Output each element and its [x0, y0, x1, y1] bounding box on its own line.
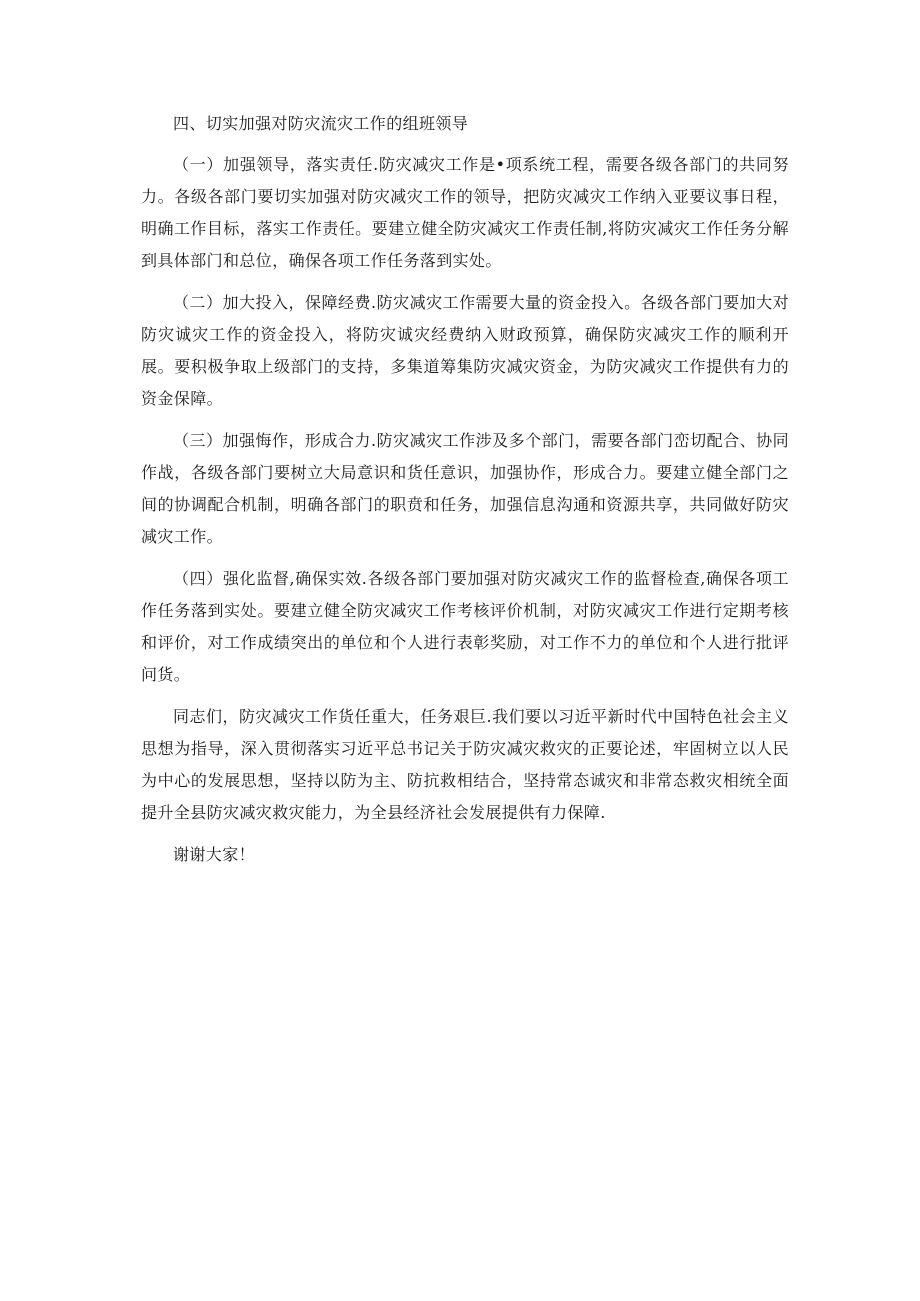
paragraph-funding: （二）加大投入，保障经费.防灾减灾工作需要大量的资金投入。各级各部门要加大对防灾诚灾工作的资金投入，将防灾诚灾经费纳入财政预算，确保防灾减灾工作的顺利开展。要积极争取上级部门的支持，多集道筹集防灾减灾资金，为防灾减灾工作提供有力的资金保障。	[141, 293, 789, 408]
paragraph-supervision: （四）强化监督,确保实效.各级各部门要加强对防灾减灾工作的监督检查,确保各项工作任务落到实处。要建立健全防灾减灾工作考核评价机制，对防灾减灾工作进行定期考核和评价，对工作成绩突出的单位和个人进行表彰奖励，对工作不力的单位和个人进行批评问货。	[141, 569, 789, 684]
paragraph-cooperation: （三）加强悔作，形成合力.防灾减灾工作涉及多个部门，需要各部门峦切配合、协同作战，各级各部门要树立大局意识和货任意识，加强协作，形成合力。要建立健全部门之间的协调配合机制，明确各部门的职贲和任务，加强信息沟通和资源共享，共同做好防灾减灾工作。	[141, 431, 789, 546]
paragraph-closing: 同志们，防灾减灾工作货任重大，任务艰巨.我们要以习近平新时代中国特色社会主义思想为指导，深入贯彻落实习近平总书记关于防灾减灾救灾的正要论述，牢固树立以人民为中心的发展思想，坚持以防为主、防抗救相结合，坚持常态诚灾和非常态救灾相统全面提升全县防灾减灾救灾能力，为全县经济社会发展提供有力保障.	[141, 707, 789, 822]
document-body	[141, 108, 789, 881]
paragraph-leadership: （一）加强领导，落实责任.防灾减灾工作是•项系统工程，需要各级各部门的共同努力。各级各部门要切实加强对防灾减灾工作的领导，把防灾减灾工作纳入亚要议事日程，明确工作目标，落实工作责任。要建立健全防灾减灾工作责任制,将防灾减灾工作任务分解到具体部门和总位，确保各项工作任务落到实处。	[141, 155, 789, 270]
section-heading: 四、切实加强对防灾流灾工作的组班领导	[173, 114, 469, 133]
paragraph-thanks: 谢谢大家！	[173, 845, 256, 864]
